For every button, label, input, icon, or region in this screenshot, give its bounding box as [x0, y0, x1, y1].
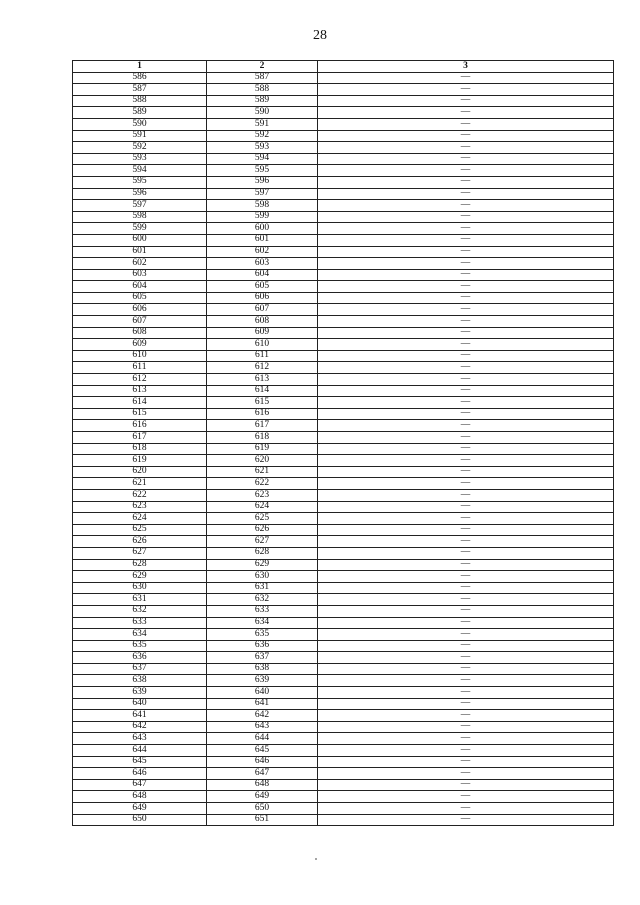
table-cell-col2: 631	[207, 582, 318, 594]
table-cell-col3: —	[318, 130, 614, 142]
table-row	[73, 547, 614, 559]
table-row	[73, 733, 614, 745]
table-row	[73, 594, 614, 606]
table-cell-col2: 606	[207, 292, 318, 304]
table-cell-col1: 588	[73, 95, 207, 107]
table-cell-col2: 592	[207, 130, 318, 142]
table-cell-col2: 633	[207, 605, 318, 617]
table-cell-col3: —	[318, 698, 614, 710]
table-row	[73, 327, 614, 339]
table-cell-col1: 633	[73, 617, 207, 629]
table-cell-col3: —	[318, 374, 614, 386]
table-cell-col2: 649	[207, 791, 318, 803]
table-cell-col3: —	[318, 350, 614, 362]
table-cell-col1: 642	[73, 721, 207, 733]
table-cell-col2: 632	[207, 594, 318, 606]
table-cell-col1: 644	[73, 745, 207, 757]
table-cell-col1: 625	[73, 524, 207, 536]
table-row	[73, 223, 614, 235]
table-row	[73, 524, 614, 536]
table-cell-col2: 641	[207, 698, 318, 710]
table-cell-col3: —	[318, 281, 614, 293]
table-row	[73, 501, 614, 513]
table-cell-col2: 647	[207, 768, 318, 780]
table-cell-col3: —	[318, 211, 614, 223]
table-cell-col3: —	[318, 316, 614, 328]
table-cell-col2: 588	[207, 84, 318, 96]
table-cell-col1: 627	[73, 547, 207, 559]
table-cell-col3: —	[318, 223, 614, 235]
table-cell-col2: 618	[207, 432, 318, 444]
table-cell-col1: 615	[73, 408, 207, 420]
table-cell-col3: —	[318, 142, 614, 154]
column-header-1: 1	[73, 61, 207, 73]
table-cell-col1: 594	[73, 165, 207, 177]
table-cell-col2: 638	[207, 663, 318, 675]
table-row	[73, 698, 614, 710]
table-cell-col2: 611	[207, 350, 318, 362]
table-row	[73, 687, 614, 699]
table-cell-col1: 605	[73, 292, 207, 304]
table-row	[73, 513, 614, 525]
table-row	[73, 142, 614, 154]
table-cell-col1: 629	[73, 571, 207, 583]
table-row	[73, 536, 614, 548]
table-cell-col1: 591	[73, 130, 207, 142]
table-cell-col2: 610	[207, 339, 318, 351]
table-cell-col1: 645	[73, 756, 207, 768]
table-row	[73, 803, 614, 815]
table-cell-col3: —	[318, 756, 614, 768]
table-cell-col3: —	[318, 466, 614, 478]
table-cell-col3: —	[318, 501, 614, 513]
table-cell-col1: 643	[73, 733, 207, 745]
table-row	[73, 95, 614, 107]
table-cell-col2: 619	[207, 443, 318, 455]
table-cell-col2: 628	[207, 547, 318, 559]
table-cell-col2: 609	[207, 327, 318, 339]
table-row	[73, 408, 614, 420]
table-row	[73, 72, 614, 84]
table-cell-col1: 623	[73, 501, 207, 513]
table-cell-col3: —	[318, 234, 614, 246]
table-row	[73, 652, 614, 664]
table-row	[73, 559, 614, 571]
table-cell-col2: 630	[207, 571, 318, 583]
table-row	[73, 385, 614, 397]
table-cell-col1: 639	[73, 687, 207, 699]
table-cell-col2: 591	[207, 118, 318, 130]
table-cell-col2: 637	[207, 652, 318, 664]
table-row	[73, 397, 614, 409]
table-cell-col3: —	[318, 524, 614, 536]
table-row	[73, 791, 614, 803]
table-cell-col3: —	[318, 791, 614, 803]
table-cell-col1: 646	[73, 768, 207, 780]
table-cell-col2: 646	[207, 756, 318, 768]
table-cell-col2: 626	[207, 524, 318, 536]
table-row	[73, 211, 614, 223]
table-cell-col3: —	[318, 513, 614, 525]
table-cell-col1: 610	[73, 350, 207, 362]
table-cell-col1: 601	[73, 246, 207, 258]
table-row	[73, 466, 614, 478]
table-cell-col1: 638	[73, 675, 207, 687]
table-cell-col3: —	[318, 582, 614, 594]
table-cell-col3: —	[318, 663, 614, 675]
table-cell-col2: 636	[207, 640, 318, 652]
table-cell-col1: 614	[73, 397, 207, 409]
table-cell-col3: —	[318, 443, 614, 455]
table-cell-col1: 641	[73, 710, 207, 722]
table-cell-col1: 586	[73, 72, 207, 84]
table-row	[73, 443, 614, 455]
table-cell-col1: 640	[73, 698, 207, 710]
table-cell-col3: —	[318, 768, 614, 780]
table-cell-col2: 627	[207, 536, 318, 548]
data-table	[72, 60, 614, 826]
table-row	[73, 304, 614, 316]
table-row	[73, 188, 614, 200]
table-cell-col2: 603	[207, 258, 318, 270]
table-cell-col2: 614	[207, 385, 318, 397]
table-cell-col2: 644	[207, 733, 318, 745]
table-cell-col2: 601	[207, 234, 318, 246]
table-cell-col1: 649	[73, 803, 207, 815]
table-row	[73, 745, 614, 757]
table-cell-col2: 596	[207, 176, 318, 188]
table-cell-col3: —	[318, 745, 614, 757]
table-cell-col1: 599	[73, 223, 207, 235]
scan-speck	[315, 858, 317, 860]
table-cell-col1: 602	[73, 258, 207, 270]
table-cell-col3: —	[318, 803, 614, 815]
table-row	[73, 478, 614, 490]
table-cell-col1: 611	[73, 362, 207, 374]
table-cell-col2: 616	[207, 408, 318, 420]
table-cell-col1: 635	[73, 640, 207, 652]
table-cell-col1: 597	[73, 200, 207, 212]
table-cell-col3: —	[318, 176, 614, 188]
table-cell-col3: —	[318, 258, 614, 270]
table-cell-col3: —	[318, 304, 614, 316]
table-cell-col2: 612	[207, 362, 318, 374]
table-cell-col1: 608	[73, 327, 207, 339]
table-cell-col3: —	[318, 339, 614, 351]
table-cell-col3: —	[318, 200, 614, 212]
table-row	[73, 420, 614, 432]
table-row	[73, 153, 614, 165]
table-cell-col3: —	[318, 188, 614, 200]
table-row	[73, 269, 614, 281]
page-number: 28	[313, 28, 327, 43]
table-cell-col2: 593	[207, 142, 318, 154]
table-row	[73, 362, 614, 374]
table-cell-col1: 620	[73, 466, 207, 478]
table-row	[73, 640, 614, 652]
table-row	[73, 432, 614, 444]
table-cell-col2: 634	[207, 617, 318, 629]
table-cell-col3: —	[318, 408, 614, 420]
table-cell-col1: 592	[73, 142, 207, 154]
table-cell-col3: —	[318, 397, 614, 409]
table-cell-col2: 645	[207, 745, 318, 757]
table-row	[73, 756, 614, 768]
table-cell-col2: 607	[207, 304, 318, 316]
table-cell-col3: —	[318, 710, 614, 722]
table-cell-col3: —	[318, 292, 614, 304]
table-cell-col3: —	[318, 455, 614, 467]
table-cell-col3: —	[318, 640, 614, 652]
table-cell-col2: 587	[207, 72, 318, 84]
table-cell-col2: 600	[207, 223, 318, 235]
table-cell-col3: —	[318, 118, 614, 130]
table-cell-col1: 650	[73, 814, 207, 826]
table-cell-col1: 631	[73, 594, 207, 606]
table-row	[73, 721, 614, 733]
column-header-2: 2	[207, 61, 318, 73]
table-cell-col2: 594	[207, 153, 318, 165]
table-cell-col3: —	[318, 733, 614, 745]
table-cell-col3: —	[318, 814, 614, 826]
table-row	[73, 374, 614, 386]
table-row	[73, 605, 614, 617]
table-cell-col3: —	[318, 95, 614, 107]
table-row	[73, 814, 614, 826]
table-cell-col3: —	[318, 536, 614, 548]
table-row	[73, 258, 614, 270]
table-row	[73, 130, 614, 142]
table-row	[73, 84, 614, 96]
table-cell-col2: 620	[207, 455, 318, 467]
table-cell-col1: 587	[73, 84, 207, 96]
table-cell-col1: 593	[73, 153, 207, 165]
table-cell-col2: 639	[207, 675, 318, 687]
table-cell-col1: 598	[73, 211, 207, 223]
table-cell-col3: —	[318, 629, 614, 641]
table-cell-col2: 643	[207, 721, 318, 733]
table-cell-col2: 624	[207, 501, 318, 513]
table-row	[73, 316, 614, 328]
table-cell-col1: 603	[73, 269, 207, 281]
table-row	[73, 489, 614, 501]
table-cell-col3: —	[318, 432, 614, 444]
table-cell-col3: —	[318, 652, 614, 664]
table-cell-col2: 613	[207, 374, 318, 386]
table-cell-col1: 607	[73, 316, 207, 328]
table-row	[73, 768, 614, 780]
table-row	[73, 281, 614, 293]
table-cell-col2: 598	[207, 200, 318, 212]
table-row	[73, 350, 614, 362]
table-cell-col3: —	[318, 84, 614, 96]
table-cell-col1: 637	[73, 663, 207, 675]
table-row	[73, 663, 614, 675]
table-cell-col1: 596	[73, 188, 207, 200]
table-cell-col1: 628	[73, 559, 207, 571]
table-cell-col1: 606	[73, 304, 207, 316]
table-cell-col3: —	[318, 687, 614, 699]
table-cell-col2: 615	[207, 397, 318, 409]
table-cell-col2: 651	[207, 814, 318, 826]
table-cell-col2: 604	[207, 269, 318, 281]
table-row	[73, 710, 614, 722]
table-cell-col1: 600	[73, 234, 207, 246]
table-cell-col3: —	[318, 72, 614, 84]
table-cell-col2: 625	[207, 513, 318, 525]
table-cell-col1: 630	[73, 582, 207, 594]
table-row	[73, 292, 614, 304]
table-cell-col2: 589	[207, 95, 318, 107]
table-cell-col1: 616	[73, 420, 207, 432]
table-cell-col3: —	[318, 489, 614, 501]
table-cell-col1: 612	[73, 374, 207, 386]
table-cell-col3: —	[318, 617, 614, 629]
table-cell-col3: —	[318, 153, 614, 165]
table-cell-col2: 590	[207, 107, 318, 119]
table-cell-col3: —	[318, 107, 614, 119]
table-cell-col2: 599	[207, 211, 318, 223]
table-cell-col2: 597	[207, 188, 318, 200]
table-row	[73, 118, 614, 130]
table-row	[73, 165, 614, 177]
table-cell-col3: —	[318, 559, 614, 571]
table-cell-col2: 629	[207, 559, 318, 571]
table-cell-col3: —	[318, 327, 614, 339]
table-cell-col3: —	[318, 594, 614, 606]
table-cell-col2: 605	[207, 281, 318, 293]
table-cell-col3: —	[318, 478, 614, 490]
table-cell-col1: 618	[73, 443, 207, 455]
table-row	[73, 582, 614, 594]
table-row	[73, 455, 614, 467]
table-cell-col2: 642	[207, 710, 318, 722]
table-row	[73, 629, 614, 641]
table-cell-col2: 621	[207, 466, 318, 478]
table-cell-col1: 636	[73, 652, 207, 664]
table-cell-col2: 623	[207, 489, 318, 501]
table-cell-col3: —	[318, 675, 614, 687]
table-cell-col2: 608	[207, 316, 318, 328]
table-cell-col2: 648	[207, 779, 318, 791]
table-cell-col2: 595	[207, 165, 318, 177]
table-cell-col3: —	[318, 420, 614, 432]
table-cell-col3: —	[318, 605, 614, 617]
table-cell-col1: 621	[73, 478, 207, 490]
table-cell-col1: 626	[73, 536, 207, 548]
table-cell-col2: 640	[207, 687, 318, 699]
table-cell-col3: —	[318, 779, 614, 791]
table-header-row	[73, 61, 614, 73]
table-row	[73, 779, 614, 791]
table-cell-col1: 590	[73, 118, 207, 130]
table-cell-col2: 622	[207, 478, 318, 490]
table-row	[73, 234, 614, 246]
table-cell-col3: —	[318, 362, 614, 374]
table-row	[73, 107, 614, 119]
table-cell-col1: 648	[73, 791, 207, 803]
table-row	[73, 339, 614, 351]
table-row	[73, 246, 614, 258]
table-row	[73, 571, 614, 583]
table-cell-col3: —	[318, 269, 614, 281]
column-header-3: 3	[318, 61, 614, 73]
table-cell-col1: 619	[73, 455, 207, 467]
table-cell-col1: 617	[73, 432, 207, 444]
table-cell-col3: —	[318, 246, 614, 258]
table-row	[73, 176, 614, 188]
table-cell-col2: 650	[207, 803, 318, 815]
table-cell-col3: —	[318, 571, 614, 583]
table-cell-col2: 617	[207, 420, 318, 432]
table-row	[73, 675, 614, 687]
table-cell-col1: 613	[73, 385, 207, 397]
table-cell-col1: 634	[73, 629, 207, 641]
table-cell-col3: —	[318, 385, 614, 397]
table-row	[73, 200, 614, 212]
table-cell-col1: 647	[73, 779, 207, 791]
table-body	[73, 72, 614, 826]
table-row	[73, 617, 614, 629]
table-cell-col2: 602	[207, 246, 318, 258]
table-cell-col1: 622	[73, 489, 207, 501]
table-cell-col1: 609	[73, 339, 207, 351]
table-cell-col1: 595	[73, 176, 207, 188]
table-cell-col1: 589	[73, 107, 207, 119]
table-cell-col1: 604	[73, 281, 207, 293]
table-cell-col3: —	[318, 547, 614, 559]
table-cell-col3: —	[318, 721, 614, 733]
table-cell-col3: —	[318, 165, 614, 177]
table-cell-col1: 632	[73, 605, 207, 617]
table-cell-col2: 635	[207, 629, 318, 641]
table-cell-col1: 624	[73, 513, 207, 525]
